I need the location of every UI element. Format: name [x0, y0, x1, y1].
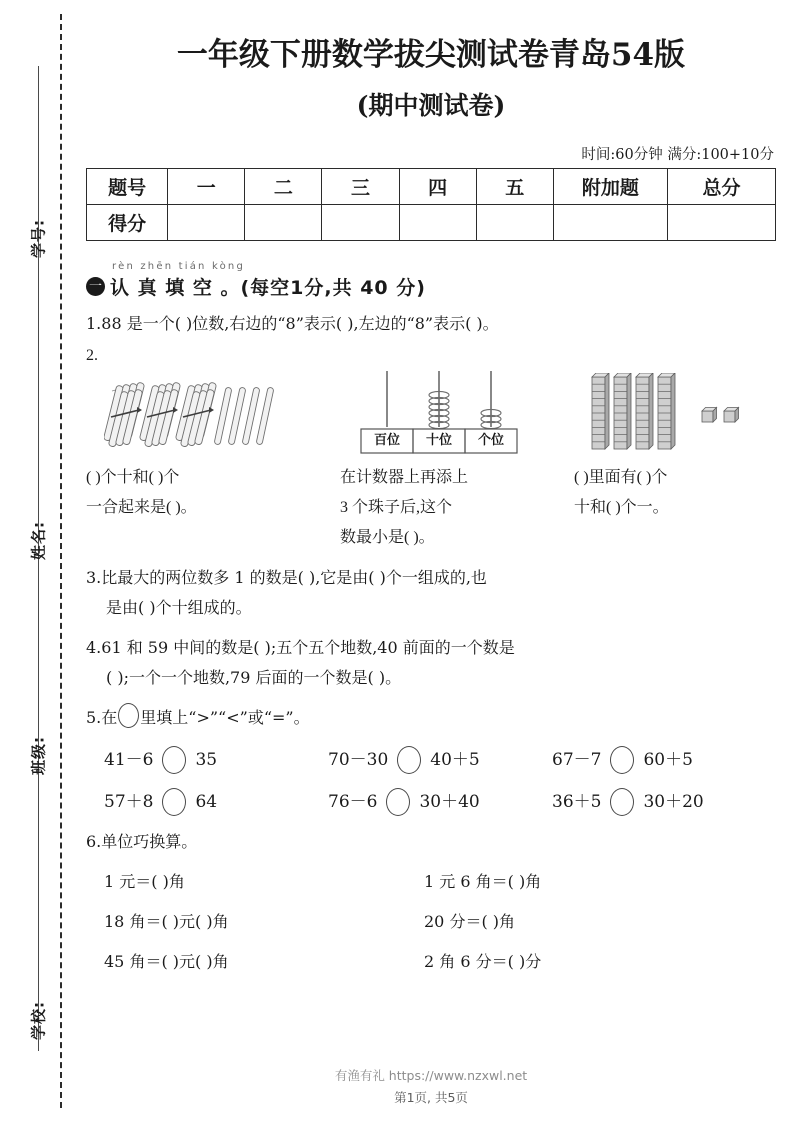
question-2a-line1: ( )个十和( )个	[86, 468, 180, 486]
question-2	[86, 347, 776, 553]
table-row-header	[87, 168, 776, 204]
margin-label-class: 班级:	[29, 736, 48, 775]
counter-label-hundreds: 百位	[373, 432, 400, 448]
compare-answer-circle[interactable]	[386, 788, 410, 816]
compare-left: 36＋5	[552, 791, 602, 812]
question-2-number: 2.	[86, 346, 98, 364]
margin-label-student-number: 学号:	[29, 219, 48, 258]
score-header-label: 题号	[87, 168, 168, 204]
compare-right: 64	[195, 791, 218, 812]
section-heading-1	[86, 260, 776, 299]
question-6	[86, 827, 776, 977]
compare-item	[328, 787, 552, 817]
question-6-title: 6.单位巧换算。	[86, 831, 198, 851]
section-title: 认 真 填 空 。(每空1分,共 40 分)	[110, 276, 426, 299]
question-4-line2: ( );一个一个地数,79 后面的一个数是( )。	[106, 667, 402, 687]
section-pinyin: rèn zhēn tián kòng	[112, 260, 245, 272]
score-header-3: 三	[322, 168, 399, 204]
question-5-row-1	[86, 745, 776, 775]
page-footer	[86, 1066, 776, 1106]
question-4-line1: 4.61 和 59 中间的数是( );五个五个地数,40 前面的一个数是	[86, 637, 515, 657]
score-header-1: 一	[168, 168, 245, 204]
question-2c-line1: ( )里面有( )个	[574, 468, 668, 486]
unit-conversion-item: 2 角 6 分＝( )分	[424, 951, 542, 971]
table-row-scores	[87, 204, 776, 240]
footer-page-number: 第1页, 共5页	[394, 1090, 468, 1105]
counter-illustration	[340, 367, 574, 463]
compare-left: 67－7	[552, 749, 602, 770]
score-value-total[interactable]	[668, 204, 776, 240]
unit-conversion-item: 1 元 6 角＝( )角	[424, 871, 542, 891]
score-value-2[interactable]	[245, 204, 322, 240]
question-2c-line2: 十和( )个一。	[574, 498, 669, 516]
question-5-prompt-before: 5.在	[86, 707, 118, 727]
compare-answer-circle[interactable]	[610, 788, 634, 816]
unit-conversion-item: 20 分＝( )角	[424, 911, 516, 931]
page-subtitle: (期中测试卷)	[356, 90, 506, 120]
compare-left: 41－6	[104, 749, 154, 770]
score-header-5: 五	[476, 168, 553, 204]
question-3-line2: 是由( )个十组成的。	[106, 597, 252, 617]
compare-item	[552, 787, 776, 817]
question-3	[86, 563, 776, 623]
margin-dashed-cut-line	[60, 14, 62, 1108]
bundled-sticks-icon	[104, 377, 304, 457]
question-6-row-2	[86, 907, 776, 937]
question-1-text: 1.88 是一个( )位数,右边的“8”表示( ),左边的“8”表示( )。	[86, 313, 499, 333]
compare-right: 30＋40	[419, 791, 480, 812]
question-6-row-3	[86, 947, 776, 977]
question-5-prompt	[86, 703, 776, 733]
score-header-extra: 附加题	[553, 168, 667, 204]
compare-left: 70－30	[328, 749, 389, 770]
compare-answer-circle[interactable]	[162, 746, 186, 774]
question-5	[86, 703, 776, 817]
question-2b-line3: 数最小是( )。	[340, 528, 435, 546]
score-table	[86, 168, 776, 241]
compare-right: 30＋20	[643, 791, 704, 812]
counter-label-tens: 十位	[425, 432, 452, 448]
exam-meta: 时间:60分钟 满分:100+10分	[581, 146, 774, 163]
score-value-extra[interactable]	[553, 204, 667, 240]
score-value-5[interactable]	[476, 204, 553, 240]
compare-answer-circle[interactable]	[610, 746, 634, 774]
exam-page	[86, 0, 776, 1122]
question-2-column-sticks	[86, 367, 340, 553]
question-2-column-counter	[340, 367, 574, 553]
compare-right: 60＋5	[643, 749, 693, 770]
score-header-total: 总分	[668, 168, 776, 204]
compare-answer-circle[interactable]	[162, 788, 186, 816]
sticks-illustration	[86, 367, 340, 463]
question-1	[86, 309, 776, 339]
unit-conversion-item: 45 角＝( )元( )角	[104, 951, 229, 971]
unit-conversion-item: 18 角＝( )元( )角	[104, 911, 229, 931]
score-header-4: 四	[399, 168, 476, 204]
compare-item	[104, 745, 328, 775]
question-3-line1: 3.比最大的两位数多 1 的数是( ),它是由( )个一组成的,也	[86, 567, 487, 587]
compare-left: 57＋8	[104, 791, 154, 812]
compare-right: 40＋5	[430, 749, 480, 770]
compare-item	[552, 745, 776, 775]
margin-label-name: 姓名:	[29, 521, 48, 560]
compare-circle-icon	[118, 703, 139, 728]
compare-right: 35	[195, 749, 218, 770]
question-4	[86, 633, 776, 693]
compare-item	[104, 787, 328, 817]
score-value-1[interactable]	[168, 204, 245, 240]
margin-label-school: 学校:	[29, 1001, 48, 1040]
compare-left: 76－6	[328, 791, 378, 812]
footer-watermark: 有渔有礼 https://www.nzxwl.net	[334, 1068, 528, 1083]
score-header-2: 二	[245, 168, 322, 204]
place-value-counter-icon	[354, 367, 534, 459]
score-value-4[interactable]	[399, 204, 476, 240]
base-ten-blocks-icon	[584, 373, 774, 459]
compare-answer-circle[interactable]	[397, 746, 421, 774]
question-5-prompt-after: 里填上“>”“<”或“=”。	[140, 707, 310, 727]
question-2b-line2: 3 个珠子后,这个	[340, 498, 453, 516]
blocks-illustration	[574, 367, 774, 463]
counter-label-ones: 个位	[477, 432, 504, 448]
question-2b-line1: 在计数器上再添上	[340, 468, 469, 486]
page-title: 一年级下册数学拔尖测试卷青岛54版	[176, 37, 686, 73]
question-5-row-2	[86, 787, 776, 817]
question-2-column-blocks	[574, 367, 774, 553]
question-2a-line2: 一合起来是( )。	[86, 498, 197, 516]
compare-item	[328, 745, 552, 775]
question-2-columns	[86, 367, 776, 553]
question-6-row-1	[86, 867, 776, 897]
section-number-badge: 一	[86, 277, 105, 296]
unit-conversion-item: 1 元＝( )角	[104, 871, 185, 891]
score-value-3[interactable]	[322, 204, 399, 240]
score-value-label: 得分	[87, 204, 168, 240]
